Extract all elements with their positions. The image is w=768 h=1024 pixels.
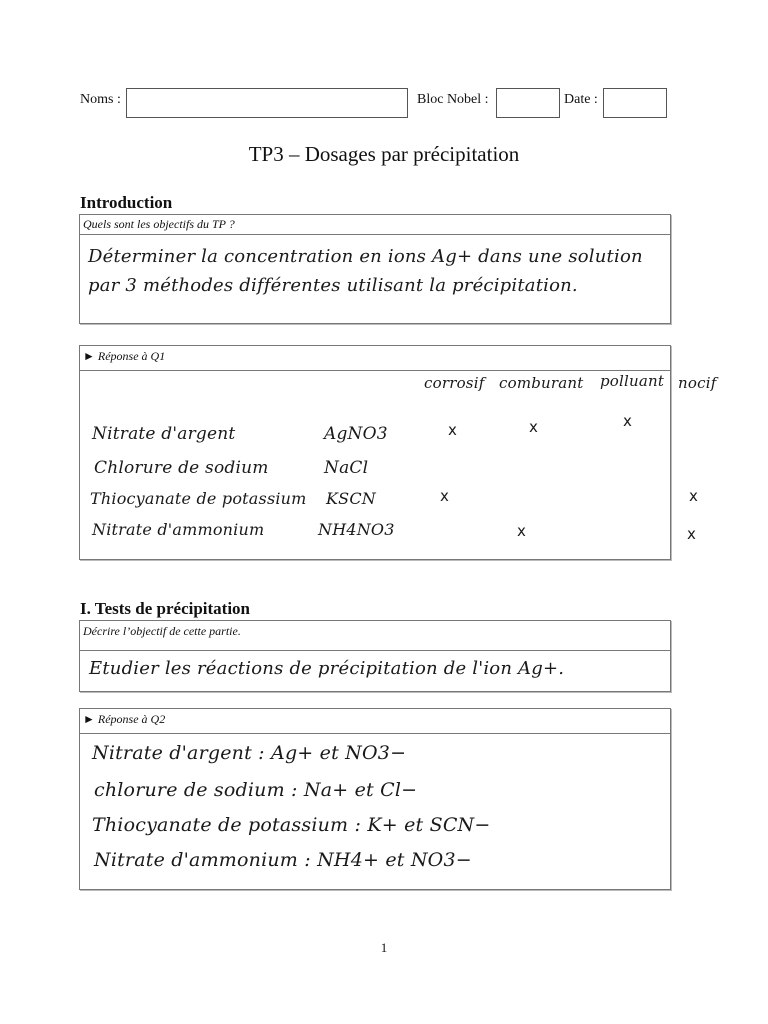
q2-divider xyxy=(80,733,670,734)
bloc-nobel-label: Bloc Nobel : xyxy=(417,92,489,107)
q1-mark: x xyxy=(440,487,449,505)
part1-prompt: Décrire l’objectif de cette partie. xyxy=(83,624,241,638)
q1-mark: x xyxy=(623,412,632,430)
q1-column-header: nocif xyxy=(678,374,717,392)
introduction-heading: Introduction xyxy=(80,193,173,212)
q1-row-formula: KSCN xyxy=(326,489,376,508)
q1-label: ► Réponse à Q1 xyxy=(83,349,166,363)
q1-answer-box[interactable] xyxy=(79,345,717,560)
noms-label: Noms : xyxy=(80,92,121,107)
date-field[interactable] xyxy=(603,88,667,118)
bloc-nobel-field[interactable] xyxy=(496,88,560,118)
q1-row-formula: NaCl xyxy=(324,458,369,478)
q1-mark: x xyxy=(529,418,538,436)
q1-mark: x xyxy=(689,487,698,505)
page-title: TP3 – Dosages par précipitation xyxy=(248,142,520,166)
q1-column-header: comburant xyxy=(499,374,584,392)
q1-column-header: corrosif xyxy=(424,374,485,392)
introduction-prompt: Quels sont les objectifs du TP ? xyxy=(83,217,235,231)
q1-mark: x xyxy=(448,421,457,439)
q1-row-formula: AgNO3 xyxy=(324,424,388,444)
introduction-divider xyxy=(80,234,670,235)
q1-mark: x xyxy=(517,522,526,540)
q1-row-formula: NH4NO3 xyxy=(318,520,395,539)
introduction-answer-line-1: Déterminer la concentration en ions Ag+ dans une solution xyxy=(88,246,643,267)
q2-answer-box[interactable] xyxy=(79,708,671,890)
q1-column-header: polluant xyxy=(600,372,665,390)
q2-label: ► Réponse à Q2 xyxy=(83,712,166,726)
date-label: Date : xyxy=(564,92,598,107)
q2-line: Nitrate d'ammonium : NH4+ et NO3− xyxy=(94,849,472,871)
q1-row-name: Thiocyanate de potassium xyxy=(90,489,307,508)
part1-heading: I. Tests de précipitation xyxy=(80,599,251,618)
noms-field[interactable] xyxy=(126,88,408,118)
part1-answer: Etudier les réactions de précipitation de l'ion Ag+. xyxy=(89,658,565,679)
introduction-box[interactable] xyxy=(79,214,671,324)
q1-row-name: Chlorure de sodium xyxy=(94,458,269,478)
q2-line: Thiocyanate de potassium : K+ et SCN− xyxy=(92,814,491,836)
q1-mark: x xyxy=(687,525,696,543)
page-number: 1 xyxy=(380,940,388,955)
introduction-answer-line-2: par 3 méthodes différentes utilisant la précipitation. xyxy=(88,275,578,296)
q1-row-name: Nitrate d'ammonium xyxy=(92,520,265,539)
part1-box[interactable] xyxy=(79,620,671,692)
q2-line: Nitrate d'argent : Ag+ et NO3− xyxy=(92,742,407,764)
part1-divider xyxy=(80,650,670,651)
q1-divider xyxy=(80,370,670,371)
q1-row-name: Nitrate d'argent xyxy=(92,424,236,444)
q2-line: chlorure de sodium : Na+ et Cl− xyxy=(94,779,418,801)
